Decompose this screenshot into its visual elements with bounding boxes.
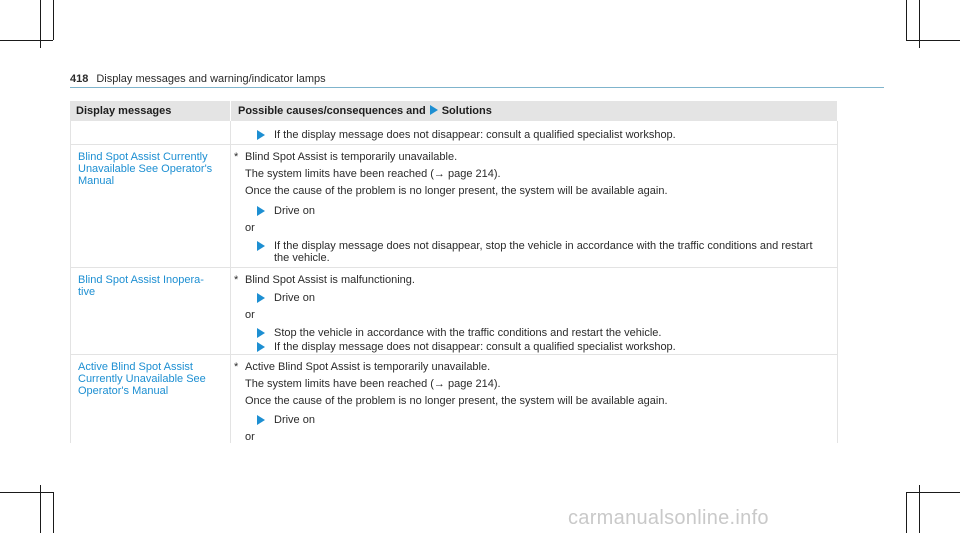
consequence-text: The system limits have been reached (→ page 214). [245,378,501,390]
arrow-right-icon [430,105,438,115]
step-text-continued: the vehicle. [274,252,330,264]
column-header-causes [238,105,492,117]
page-header [70,73,326,85]
table-border-right [837,121,838,443]
crop-mark [0,40,53,41]
step-text: If the display message does not disappear: consult a qualified specialist workshop. [274,341,676,353]
or-text: or [245,222,255,234]
cause-marker: * [234,361,239,373]
header-rule [70,87,884,88]
display-message: Active Blind Spot Assist Currently Unavailable See Operator's Manual [78,361,206,397]
cause-text: Blind Spot Assist is temporarily unavailable. [245,151,458,163]
step-text: Drive on [274,414,315,426]
arrow-right-icon [257,241,265,251]
column-header-solutions-label: Solutions [441,105,492,117]
step-text: Stop the vehicle in accordance with the traffic conditions and restart the vehicle. [274,327,662,339]
display-message: Blind Spot Assist Currently Unavailable See Operator's Manual [78,151,213,187]
cause-text: Active Blind Spot Assist is temporarily unavailable. [245,361,491,373]
cause-marker: * [234,274,239,286]
display-message: Blind Spot Assist Inopera-tive [78,274,204,298]
step-text: If the display message does not disappear: consult a qualified specialist workshop. [274,129,676,141]
table-border-left [70,121,71,443]
cause-marker: * [234,151,239,163]
watermark: carmanualsonline.info [568,507,769,529]
column-header-messages: Display messages [76,105,172,117]
consequence-text: The system limits have been reached (→ page 214). [245,168,501,180]
consequence-text: Once the cause of the problem is no longer present, the system will be available again. [245,185,668,197]
row-separator [70,267,837,268]
arrow-right-icon [257,293,265,303]
header-divider [230,101,231,121]
table-column-divider [230,121,231,443]
page-number: 418 [70,73,89,85]
crop-mark [906,40,960,41]
crop-mark [906,0,907,40]
row-separator [70,354,837,355]
crop-mark [906,492,907,533]
arrow-right-icon [257,130,265,140]
crop-mark [53,492,54,533]
crop-mark [0,492,53,493]
arrow-right-icon [257,415,265,425]
step-text: Drive on [274,205,315,217]
row-separator [70,144,837,145]
arrow-right-icon [257,206,265,216]
or-text: or [245,431,255,443]
table-header [70,101,837,121]
chapter-title: Display messages and warning/indicator lamps [96,73,326,85]
arrow-right-icon [257,328,265,338]
cause-text: Blind Spot Assist is malfunctioning. [245,274,415,286]
crop-mark [906,492,960,493]
arrow-right-icon [257,342,265,352]
crop-mark [53,0,54,40]
step-text: If the display message does not disappear, stop the vehicle in accordance with the traffic conditions and restart [274,240,813,252]
consequence-text: Once the cause of the problem is no longer present, the system will be available again. [245,395,668,407]
or-text: or [245,309,255,321]
column-header-causes-label: Possible causes/consequences and [238,105,426,117]
step-text: Drive on [274,292,315,304]
